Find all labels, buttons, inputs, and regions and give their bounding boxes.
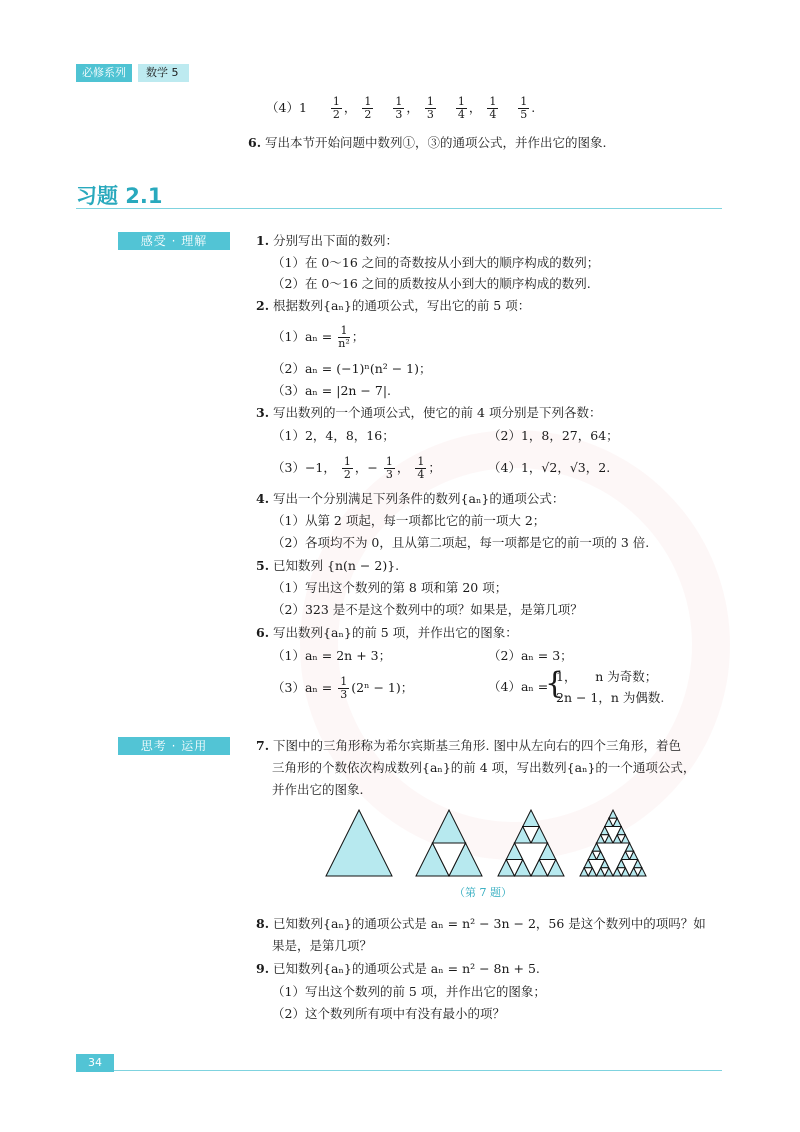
question-1-a: （1）在 0～16 之间的奇数按从小到大的顺序构成的数列；: [272, 255, 600, 270]
section-tag-apply: 思考 · 运用: [118, 737, 230, 755]
question-2-a: （1）aₙ = $\frac{1}{\text{n²}}$ ；: [272, 324, 365, 350]
question-6-a: （1）aₙ = 2n + 3；: [272, 648, 392, 663]
exercise-title: 习题 2.1: [76, 184, 163, 208]
fraction: $\frac{1}{3}$: [426, 95, 434, 121]
question-4: 4. 写出一个分别满足下列条件的数列{aₙ}的通项公式：: [256, 491, 565, 506]
question-3-b: （2）1，8，27，64；: [488, 428, 619, 443]
question-2-b: （2）aₙ = (−1)ⁿ(n² − 1)；: [272, 361, 432, 376]
sierpinski-figure: [320, 808, 660, 880]
question-6-d: （4）aₙ =: [488, 679, 549, 694]
title-divider: [76, 208, 722, 209]
question-9-b: （2）这个数列所有项中有没有最小的项？: [272, 1006, 505, 1021]
triangle: [609, 810, 617, 818]
page-number: 34: [76, 1054, 114, 1072]
top-question-6: 6. 写出本节开始问题中数列①，③的通项公式，并作出它的图象.: [248, 135, 607, 150]
question-5-a: （1）写出这个数列的第 8 项和第 20 项；: [272, 580, 508, 595]
subject-label: 数学 5: [138, 64, 189, 82]
question-5-b: （2）323 是不是这个数列中的项？如果是，是第几项？: [272, 602, 583, 617]
question-6-c: （3）aₙ = $\frac{1}{3}$ (2ⁿ − 1)；: [272, 675, 414, 701]
question-9-a: （1）写出这个数列的前 5 项，并作出它的图象；: [272, 984, 546, 999]
triangle: [433, 810, 466, 843]
question-7-line2: 三角形的个数依次构成数列{aₙ}的前 4 项，写出数列{aₙ}的一个通项公式，: [272, 760, 696, 775]
top-item-4: （4）1 $\frac{1}{2}$ ， $\frac{1}{2}$ $\frac{1}{3}$ ， $\frac{1}{3}$ $\frac{1}{4}$ ， $\frac{1}{4}$ $\frac{1}{5}$ .: [266, 95, 536, 121]
fraction: $\frac{1}{4}$: [489, 95, 497, 121]
triangle: [326, 810, 392, 876]
question-3-d: （4）1，√2，√3，2.: [488, 460, 611, 475]
question-9: 9. 已知数列{aₙ}的通项公式是 aₙ = n² − 8n + 5.: [256, 961, 540, 976]
question-4-a: （1）从第 2 项起，每一项都比它的前一项大 2；: [272, 513, 546, 528]
question-1-b: （2）在 0～16 之间的质数按从小到大的顺序构成的数列.: [272, 276, 591, 291]
fraction: $\frac{1}{2}$: [332, 95, 340, 121]
question-8-line1: 8. 已知数列{aₙ}的通项公式是 aₙ = n² − 3n − 2，56 是这个数列中的项吗？如: [256, 916, 706, 931]
question-7-line3: 并作出它的图象.: [272, 782, 364, 797]
series-badge: 必修系列: [76, 64, 134, 82]
triangle: [523, 810, 540, 827]
question-6-d-row1: 1， n 为奇数；: [556, 669, 658, 684]
question-2: 2. 根据数列{aₙ}的通项公式，写出它的前 5 项：: [256, 298, 531, 313]
question-3-c: （3）−1， $\frac{1}{2}$ ，− $\frac{1}{3}$ ， $\frac{1}{4}$ ；: [272, 455, 441, 481]
question-4-b: （2）各项均不为 0，且从第二项起，每一项都是它的前一项的 3 倍.: [272, 535, 650, 550]
question-7-line1: 7. 下图中的三角形称为希尔宾斯基三角形. 图中从左向右的四个三角形，着色: [256, 738, 681, 753]
figure-caption: （第 7 题）: [454, 886, 512, 899]
section-tag-understand: 感受 · 理解: [118, 232, 230, 250]
fraction: $\frac{1}{5}$: [520, 95, 528, 121]
question-1: 1. 分别写出下面的数列：: [256, 233, 399, 248]
question-5: 5. 已知数列 {n(n − 2)}.: [256, 558, 400, 573]
question-6: 6. 写出数列{aₙ}的前 5 项，并作出它的图象：: [256, 625, 518, 640]
question-3-a: （1）2，4，8，16；: [272, 428, 395, 443]
question-6-b: （2）aₙ = 3；: [488, 648, 573, 663]
question-6-d-row2: 2n − 1，n 为偶数.: [556, 690, 665, 705]
fraction: $\frac{1}{3}$: [395, 95, 403, 121]
fraction: $\frac{1}{2}$: [364, 95, 372, 121]
footer-divider: [114, 1070, 722, 1071]
fraction: $\frac{1}{4}$: [457, 95, 465, 121]
question-3: 3. 写出数列的一个通项公式，使它的前 4 项分别是下列各数：: [256, 405, 602, 420]
question-2-c: （3）aₙ = |2n − 7|.: [272, 383, 392, 398]
brace-symbol: {: [545, 666, 565, 701]
question-8-line2: 果是，是第几项？: [272, 938, 373, 953]
